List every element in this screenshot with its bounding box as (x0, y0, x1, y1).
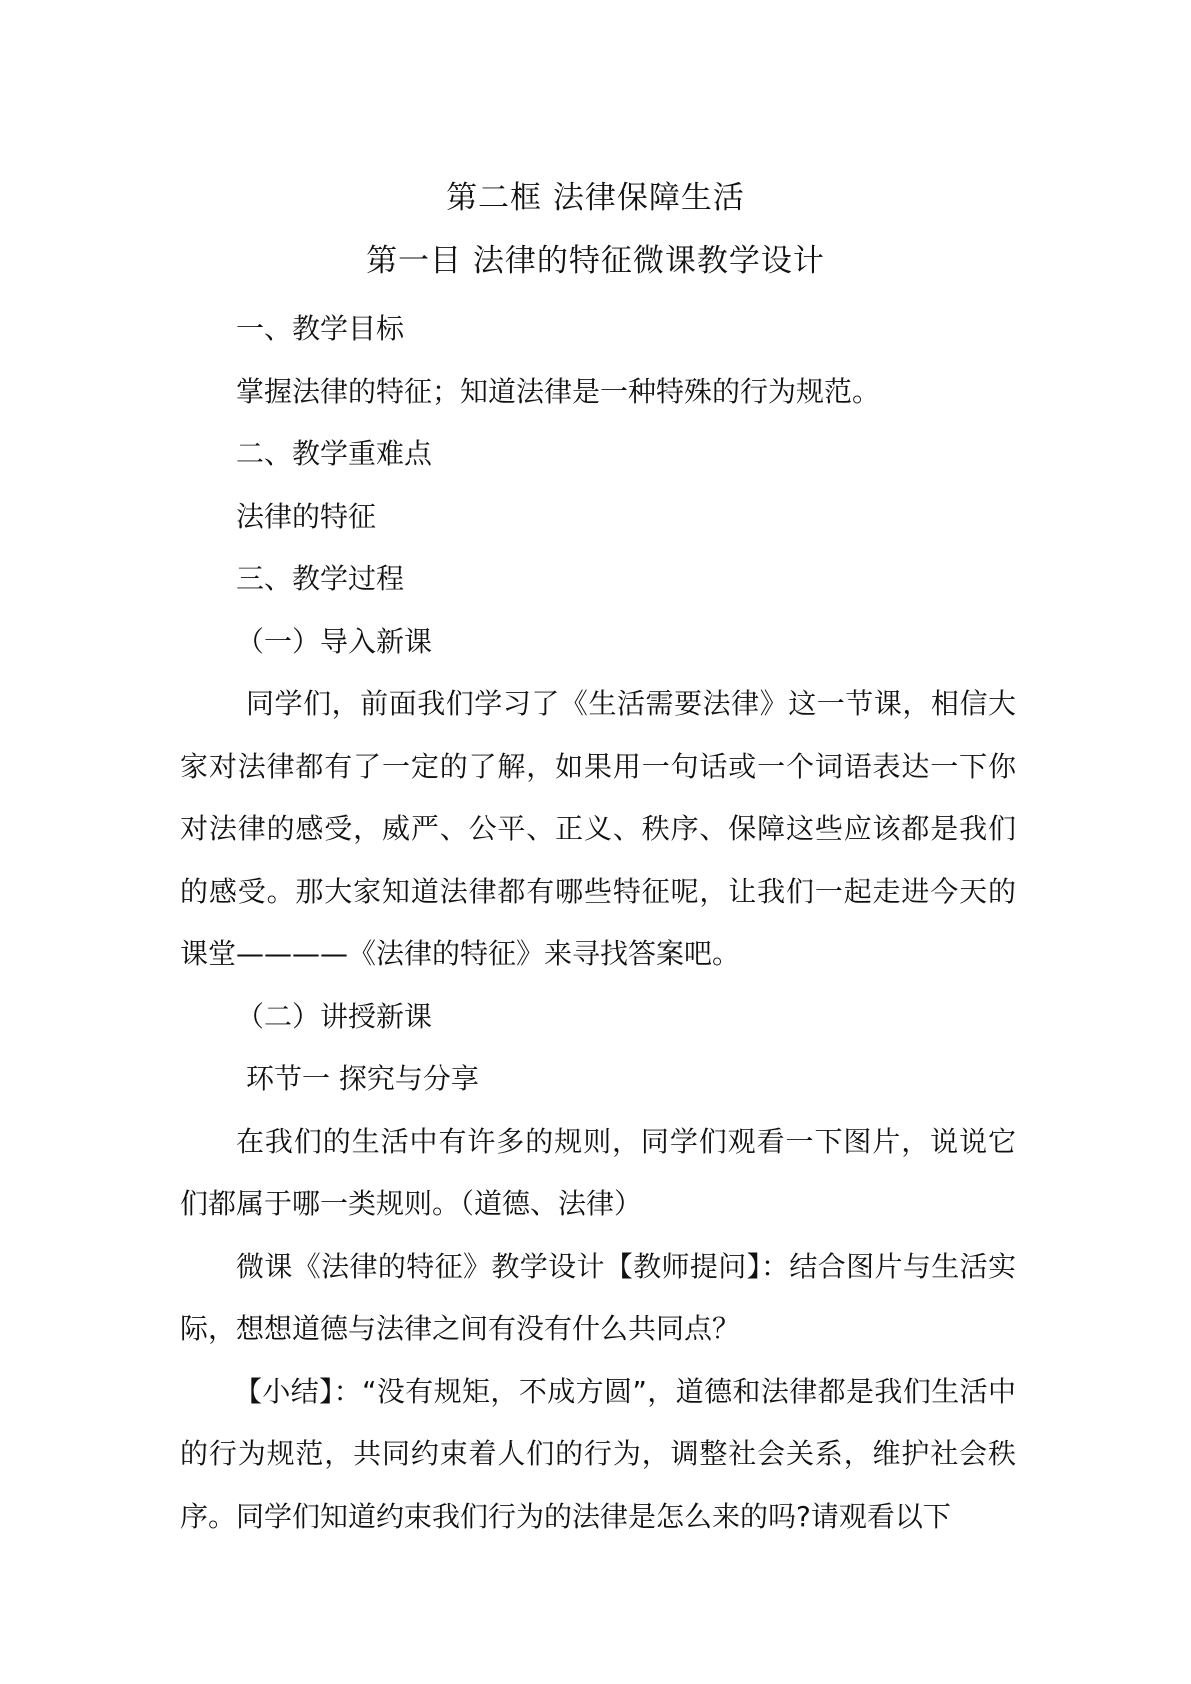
paragraph-teacher-question: 微课《法律的特征》教学设计【教师提问】：结合图片与生活实际，想想道德与法律之间有没有什么共同点？ (180, 1249, 1016, 1345)
paragraph-objectives: 掌握法律的特征；知道法律是一种特殊的行为规范。 (236, 374, 881, 408)
document-subtitle: 第一目 法律的特征微课教学设计 (366, 243, 825, 279)
document-title: 第二框 法律保障生活 (446, 180, 745, 216)
section-heading-key-points: 二、教学重难点 (236, 437, 433, 470)
document-body (180, 298, 1016, 1548)
step-heading-explore: 环节一 探究与分享 (246, 1062, 479, 1095)
subsection-heading-new-lesson: （二）讲授新课 (236, 999, 433, 1033)
section-heading-objectives: 一、教学目标 (236, 312, 405, 345)
subsection-heading-intro: （一）导入新课 (236, 624, 433, 658)
paragraph-intro: 同学们，前面我们学习了《生活需要法律》这一节课，相信大家对法律都有了一定的了解，如果用一句话或一个词语表达一下你对法律的感受，威严、公平、正义、秩序、保障这些应该都是我们的感受。那大家知道法律都有哪些特征呢，让我们一起走进今天的课堂————《法律的特征》来寻找答案吧。 (180, 687, 1016, 970)
paragraph-key-points: 法律的特征 (236, 499, 377, 533)
paragraph-summary: 【小结】：“没有规矩，不成方圆”，道德和法律都是我们生活中的行为规范，共同约束着人们的行为，调整社会关系，维护社会秩序。同学们知道约束我们行为的法律是怎么来的吗?请观看以下 (180, 1374, 1016, 1533)
paragraph-rules: 在我们的生活中有许多的规则，同学们观看一下图片，说说它们都属于哪一类规则。（道德、法律） (180, 1124, 1016, 1220)
section-heading-process: 三、教学过程 (236, 562, 405, 595)
